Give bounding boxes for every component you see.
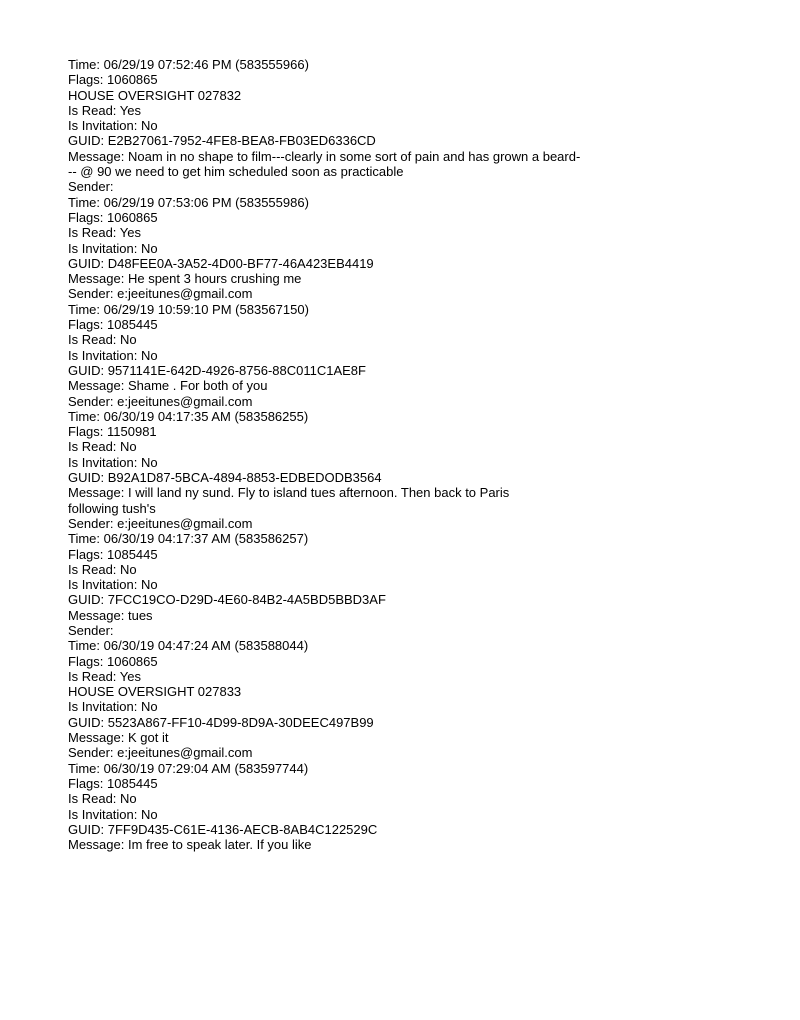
text-line: Is Invitation: No bbox=[68, 577, 158, 593]
text-line: Sender: e:jeeitunes@gmail.com bbox=[68, 286, 253, 302]
text-line: GUID: 7FF9D435-C61E-4136-AECB-8AB4C122529C bbox=[68, 821, 378, 837]
text-line: Flags: 1085445 bbox=[68, 317, 158, 333]
text-line: Is Read: Yes bbox=[68, 668, 141, 684]
text-line: Flags: 1085445 bbox=[68, 546, 158, 562]
text-line: Flags: 1150981 bbox=[68, 424, 157, 440]
text-line: Message: I will land ny sund. Fly to island tues afternoon. Then back to Paris bbox=[68, 485, 510, 501]
text-line: Is Invitation: No bbox=[68, 118, 158, 134]
text-line: Is Read: No bbox=[68, 791, 137, 807]
text-line: Sender: bbox=[68, 179, 114, 195]
text-line: Message: Shame . For both of you bbox=[68, 378, 268, 394]
text-line: Time: 06/30/19 07:29:04 AM (583597744) bbox=[68, 760, 309, 776]
document-page bbox=[68, 57, 728, 852]
text-line: Message: K got it bbox=[68, 730, 169, 746]
text-line: Is Read: No bbox=[68, 439, 137, 455]
text-line: GUID: E2B27061-7952-4FE8-BEA8-FB03ED6336CD bbox=[68, 133, 376, 149]
text-line: Is Read: No bbox=[68, 332, 137, 348]
text-line: -- @ 90 we need to get him scheduled soon as practicable bbox=[68, 164, 404, 180]
text-line: HOUSE OVERSIGHT 027832 bbox=[68, 87, 242, 103]
text-line: Sender: e:jeeitunes@gmail.com bbox=[68, 745, 253, 761]
text-line: Is Read: Yes bbox=[68, 102, 141, 118]
text-line: GUID: 7FCC19CO-D29D-4E60-84B2-4A5BD5BBD3AF bbox=[68, 592, 386, 608]
text-line: Sender: bbox=[68, 622, 114, 638]
text-line: Message: Noam in no shape to film---clearly in some sort of pain and has grown a beard- bbox=[68, 148, 581, 164]
text-line: Sender: e:jeeitunes@gmail.com bbox=[68, 393, 253, 409]
text-line: Is Invitation: No bbox=[68, 454, 158, 470]
text-line: Flags: 1060865 bbox=[68, 653, 158, 669]
text-line: Message: Im free to speak later. If you like bbox=[68, 837, 312, 853]
text-line: Message: He spent 3 hours crushing me bbox=[68, 271, 302, 287]
text-line: Time: 06/30/19 04:17:37 AM (583586257) bbox=[68, 531, 309, 547]
text-line: GUID: B92A1D87-5BCA-4894-8853-EDBEDODB3564 bbox=[68, 470, 382, 486]
text-line: Is Invitation: No bbox=[68, 240, 158, 256]
text-line: GUID: 5523A867-FF10-4D99-8D9A-30DEEC497B99 bbox=[68, 714, 374, 730]
text-line: Flags: 1060865 bbox=[68, 209, 158, 225]
text-line: GUID: D48FEE0A-3A52-4D00-BF77-46A423EB4419 bbox=[68, 255, 374, 271]
text-line: Time: 06/30/19 04:47:24 AM (583588044) bbox=[68, 638, 309, 654]
text-line: Flags: 1060865 bbox=[68, 72, 158, 88]
text-line: Time: 06/29/19 07:53:06 PM (583555986) bbox=[68, 194, 309, 210]
text-line: Time: 06/29/19 07:52:46 PM (583555966) bbox=[68, 57, 309, 72]
text-line: following tush's bbox=[68, 500, 156, 516]
text-line: Is Read: No bbox=[68, 561, 137, 577]
text-line: GUID: 9571141E-642D-4926-8756-88C011C1AE8F bbox=[68, 362, 366, 378]
text-line: Sender: e:jeeitunes@gmail.com bbox=[68, 515, 253, 531]
text-line: Is Invitation: No bbox=[68, 347, 158, 363]
text-line: Flags: 1085445 bbox=[68, 775, 158, 791]
text-line: Is Read: Yes bbox=[68, 225, 141, 241]
text-line: Time: 06/30/19 04:17:35 AM (583586255) bbox=[68, 408, 309, 424]
text-line: HOUSE OVERSIGHT 027833 bbox=[68, 684, 242, 700]
text-line: Is Invitation: No bbox=[68, 699, 158, 715]
text-line: Message: tues bbox=[68, 607, 153, 623]
text-line: Is Invitation: No bbox=[68, 806, 158, 822]
text-line: Time: 06/29/19 10:59:10 PM (583567150) bbox=[68, 301, 309, 317]
